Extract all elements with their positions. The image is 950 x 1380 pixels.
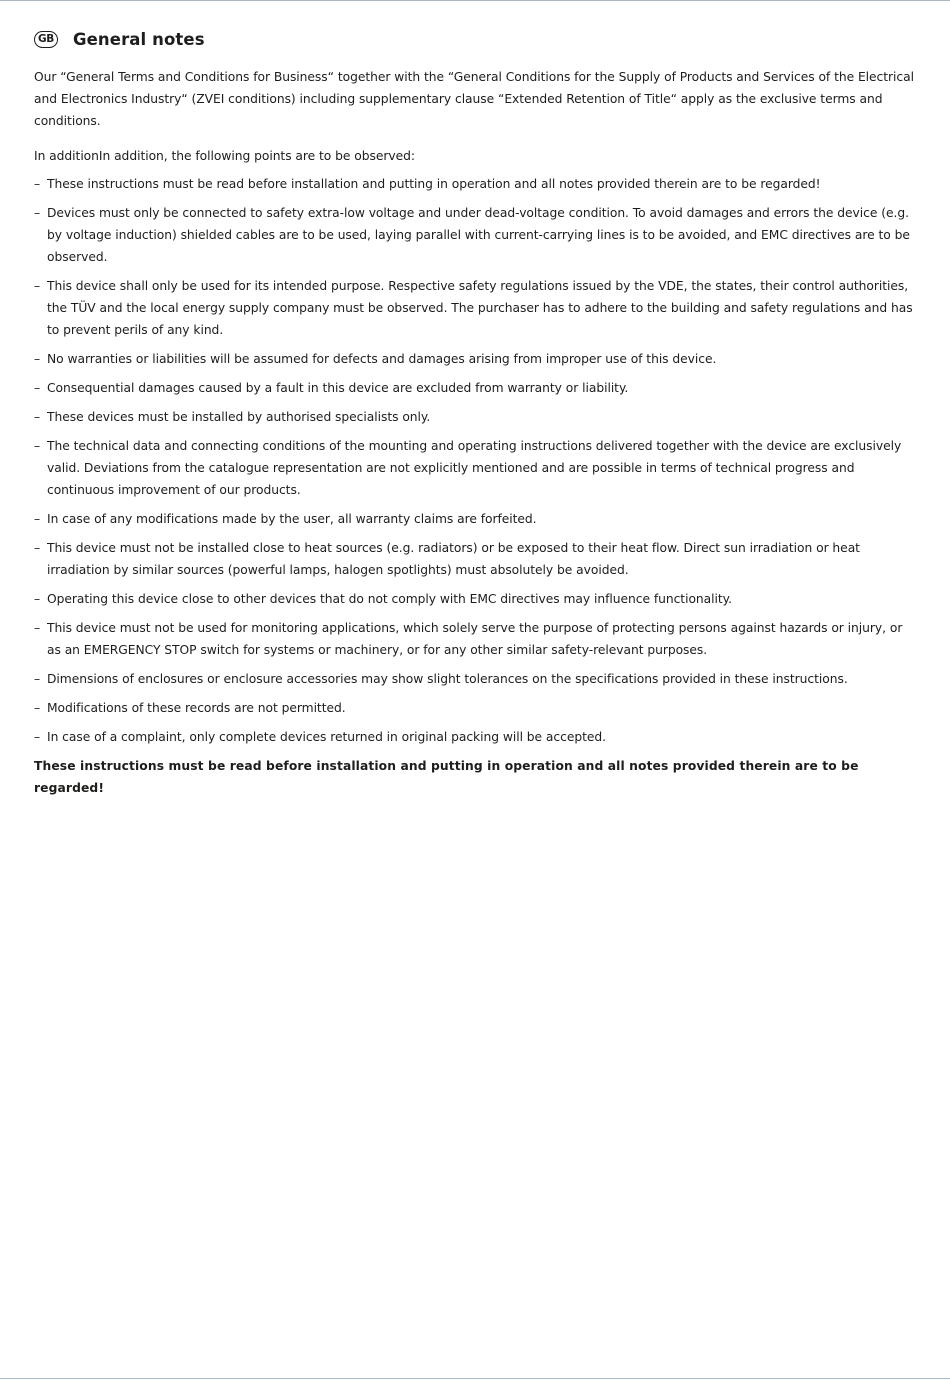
list-item-text: In case of any modifications made by the user, all warranty claims are forfeited. — [47, 512, 537, 526]
addition-paragraph: In additionIn addition, the following points are to be observed: — [34, 149, 415, 163]
bullet-dash: – — [34, 352, 41, 366]
bullet-dash: – — [34, 541, 41, 555]
bullet-dash: – — [34, 512, 41, 526]
notes-list — [34, 173, 918, 748]
list-item — [34, 348, 918, 370]
list-item — [34, 435, 918, 501]
list-item-text: In case of a complaint, only complete devices returned in original packing will be accepted. — [47, 730, 606, 744]
list-item — [34, 406, 918, 428]
list-item-text: This device shall only be used for its intended purpose. Respective safety regulations issued by the VDE, the states, their control authorities, the TÜV and the local energy supply company must be observed. The purchaser has to adhere to the building and safety regulations and has to prevent perils of any kind. — [47, 279, 913, 337]
list-item-text: Consequential damages caused by a fault in this device are excluded from warranty or liability. — [47, 381, 629, 395]
bullet-dash: – — [34, 177, 41, 191]
list-item — [34, 668, 918, 690]
list-item — [34, 588, 918, 610]
document-body — [34, 26, 918, 811]
country-badge-icon: GB — [34, 31, 58, 48]
bullet-dash: – — [34, 279, 41, 293]
list-item-text: No warranties or liabilities will be assumed for defects and damages arising from improper use of this device. — [47, 352, 717, 366]
bullet-dash: – — [34, 439, 41, 453]
top-border-line — [0, 0, 950, 1]
closing-warning: These instructions must be read before installation and putting in operation and all notes provided therein are to be regarded! — [34, 759, 859, 795]
list-item — [34, 202, 918, 268]
list-item-text: These devices must be installed by authorised specialists only. — [47, 410, 431, 424]
list-item-text: These instructions must be read before installation and putting in operation and all notes provided therein are to be regarded! — [47, 177, 821, 191]
bullet-dash: – — [34, 206, 41, 220]
bullet-dash: – — [34, 621, 41, 635]
bullet-dash: – — [34, 730, 41, 744]
bullet-dash: – — [34, 701, 41, 715]
bullet-dash: – — [34, 672, 41, 686]
section-header — [34, 26, 918, 52]
list-item — [34, 537, 918, 581]
list-item — [34, 697, 918, 719]
list-item-text: Devices must only be connected to safety extra-low voltage and under dead-voltage condition. To avoid damages and errors the device (e.g. by voltage induction) shielded cables are to be used, laying parallel with current-carrying lines is to be avoided, and EMC directives are to be observed. — [47, 206, 910, 264]
list-item — [34, 508, 918, 530]
list-item-text: The technical data and connecting conditions of the mounting and operating instructions delivered together with the device are exclusively valid. Deviations from the catalogue representation are not explicitly mentioned and are possible in terms of technical progress and continuous improvement of our products. — [47, 439, 902, 497]
list-item-text: This device must not be used for monitoring applications, which solely serve the purpose of protecting persons against hazards or injury, or as an EMERGENCY STOP switch for systems or machinery, or for any other similar safety-relevant purposes. — [47, 621, 903, 657]
bullet-dash: – — [34, 592, 41, 606]
section-title: General notes — [73, 29, 205, 49]
list-item — [34, 726, 918, 748]
bottom-border-line — [0, 1378, 950, 1379]
list-item — [34, 377, 918, 399]
intro-paragraph: Our “General Terms and Conditions for Business“ together with the “General Conditions for the Supply of Products and Services of the Electrical and Electronics Industry“ (ZVEI conditions) including supplementary clause “Extended Retention of Title“ apply as the exclusive terms and conditions. — [34, 70, 914, 128]
list-item — [34, 617, 918, 661]
list-item-text: Operating this device close to other devices that do not comply with EMC directives may influence functionality. — [47, 592, 732, 606]
list-item-text: Modifications of these records are not permitted. — [47, 701, 346, 715]
list-item — [34, 173, 918, 195]
bullet-dash: – — [34, 381, 41, 395]
list-item-text: Dimensions of enclosures or enclosure accessories may show slight tolerances on the specifications provided in these instructions. — [47, 672, 848, 686]
list-item — [34, 275, 918, 341]
list-item-text: This device must not be installed close to heat sources (e.g. radiators) or be exposed to their heat flow. Direct sun irradiation or heat irradiation by similar sources (powerful lamps, halogen spotlights) must absolutely be avoided. — [47, 541, 860, 577]
bullet-dash: – — [34, 410, 41, 424]
